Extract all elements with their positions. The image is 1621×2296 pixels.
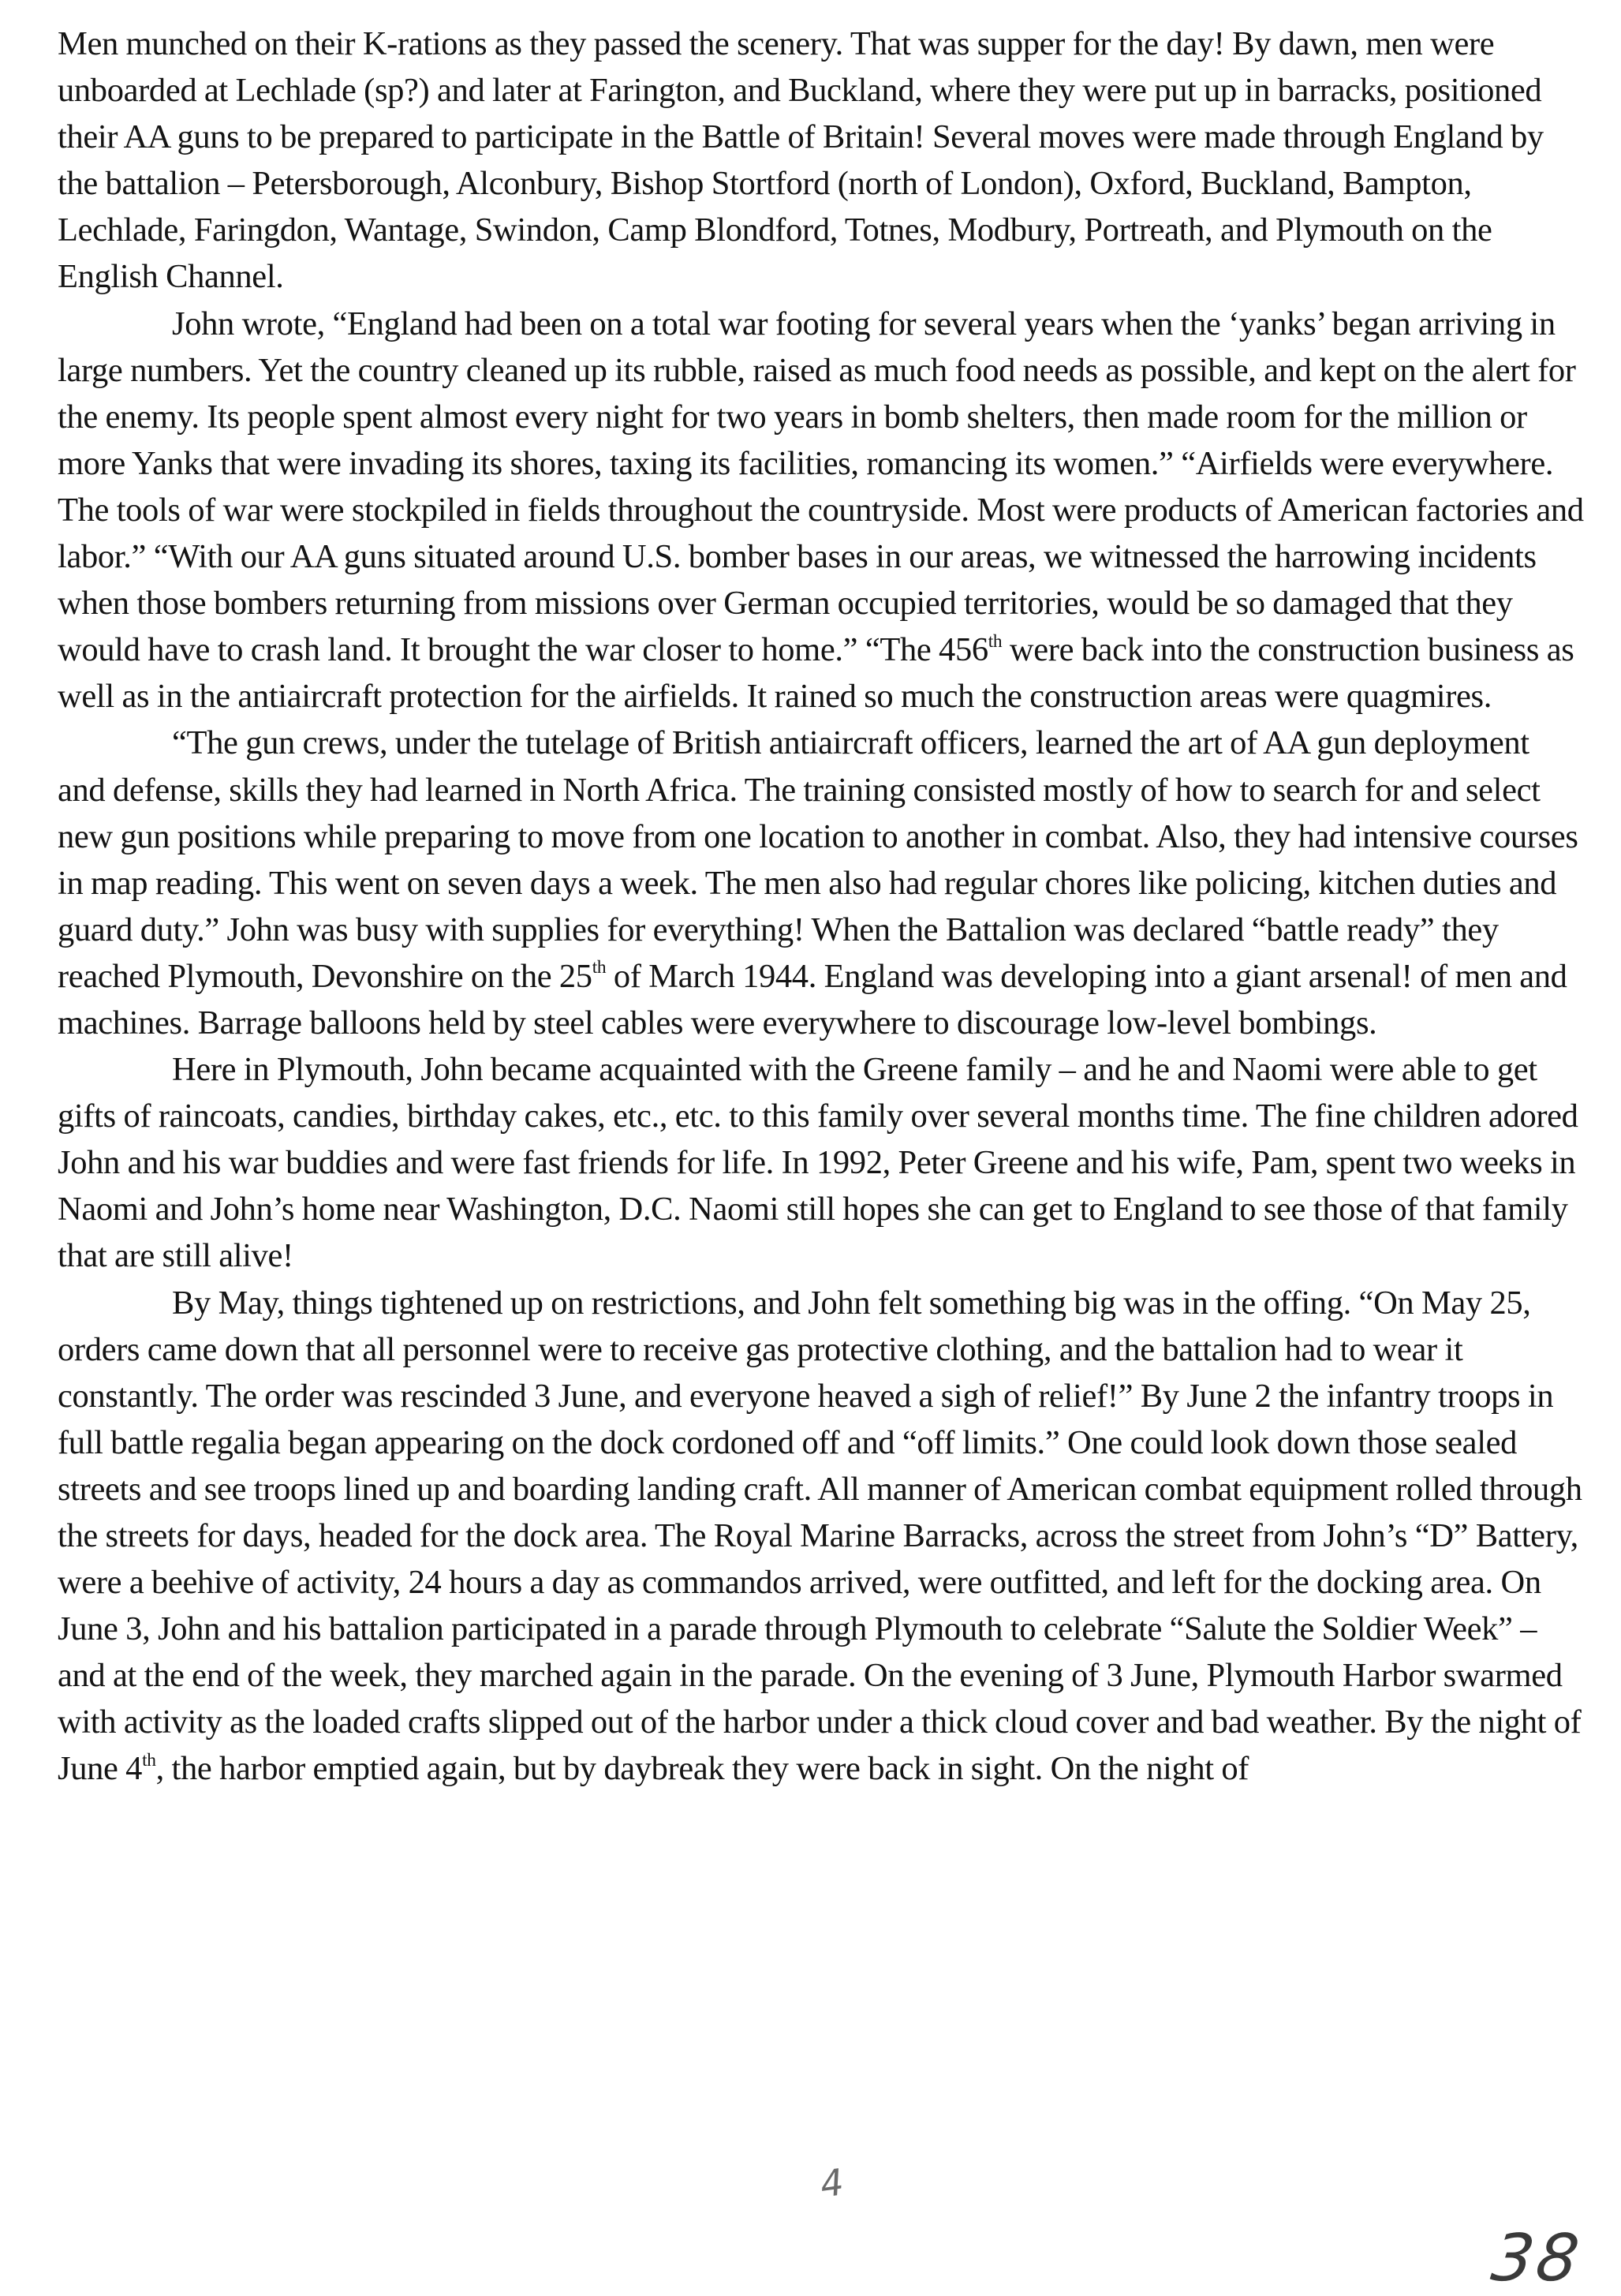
paragraph-5	[58, 1280, 1584, 1793]
handwritten-page-mark: 4	[817, 2160, 846, 2206]
paragraph-text: John wrote, “England had been on a total war footing for several years when the ‘yanks’ began arriving in large numbers. Yet the country cleaned up its rubble, raised as much food needs as possible, and kept on the alert for the enemy. Its people spent almost every night for two years in bomb shelters, then made room for the million or more Yanks that were invading its shores, taxing its facilities, romancing its women.” “Airfields were everywhere. The tools of war were stockpiled in fields throughout the countryside. Most were products of American factories and labor.” “With our AA guns situated around U.S. bomber bases in our areas, we witnessed the harrowing incidents when those bombers returning from missions over German occupied territories, would be so damaged that they would have to crash land. It brought the war closer to home.” “The 456	[58, 305, 1584, 669]
paragraph-2	[58, 301, 1584, 720]
ordinal-superscript: th	[988, 630, 1003, 652]
body-text	[58, 21, 1584, 1793]
paragraph-text: By May, things tightened up on restrictions, and John felt something big was in the offing. “On May 25, orders came down that all personnel were to receive gas protective clothing, and the battalion had to wear it constantly. The order was rescinded 3 June, and everyone heaved a sigh of relief!” By June 2 the infantry troops in full battle regalia began appearing on the dock cordoned off and “off limits.” One could look down those sealed streets and see troops lined up and boarding landing craft. All manner of American combat equipment rolled through the streets for days, headed for the dock area. The Royal Marine Barracks, across the street from John’s “D” Battery, were a beehive of activity, 24 hours a day as commandos arrived, were outfitted, and left for the docking area. On June 3, John and his battalion participated in a parade through Plymouth to celebrate “Salute the Soldier Week” – and at the end of the week, they marched again in the parade. On the evening of 3 June, Plymouth Harbor swarmed with activity as the loaded crafts slipped out of the harbor under a thick cloud cover and bad weather. By the night of June 4	[58, 1284, 1582, 1788]
paragraph-text: “The gun crews, under the tutelage of British antiaircraft officers, learned the art of AA gun deployment and defense, skills they had learned in North Africa. The training consisted mostly of how to search for and select new gun positions while preparing to move from one location to another in combat. Also, they had intensive courses in map reading. This went on seven days a week. The men also had regular chores like policing, kitchen duties and guard duty.” John was busy with supplies for everything! When the Battalion was declared “battle ready” they reached Plymouth, Devonshire on the 25	[58, 724, 1578, 995]
ordinal-superscript: th	[142, 1749, 156, 1771]
paragraph-text: of March 1944. England was developing into a giant arsenal! of men and machines. Barrage balloons held by steel cables were everywhere to discourage low-level bombings.	[58, 957, 1567, 1041]
ordinal-superscript: th	[592, 957, 607, 978]
paragraph-text: , the harbor emptied again, but by daybreak they were back in sight. On the night of	[155, 1750, 1249, 1788]
paragraph-4	[58, 1046, 1584, 1279]
paragraph-text: were back into the construction business as well as in the antiaircraft protection for the airfields. It rained so much the construction areas were quagmires.	[58, 631, 1574, 716]
paragraph-1	[58, 21, 1584, 301]
paragraph-text: Here in Plymouth, John became acquainted with the Greene family – and he and Naomi were able to get gifts of raincoats, candies, birthday cakes, etc., etc. to this family over several months time. The fine children adored John and his war buddies and were fast friends for life. In 1992, Peter Greene and his wife, Pam, spent two weeks in Naomi and John’s home near Washington, D.C. Naomi still hopes she can get to England to see those of that family that are still alive!	[58, 1051, 1578, 1275]
paragraph-text: Men munched on their K-rations as they passed the scenery. That was supper for the day! By dawn, men were unboarded at Lechlade (sp?) and later at Farington, and Buckland, where they were put up in barracks, positioned their AA guns to be prepared to participate in the Battle of Britain! Several moves were made through England by the battalion – Petersborough, Alconbury, Bishop Stortford (north of London), Oxford, Buckland, Bampton, Lechlade, Faringdon, Wantage, Swindon, Camp Blondford, Totnes, Modbury, Portreath, and Plymouth on the English Channel.	[58, 25, 1544, 296]
handwritten-page-number: 38	[1487, 2221, 1587, 2296]
paragraph-3	[58, 720, 1584, 1046]
